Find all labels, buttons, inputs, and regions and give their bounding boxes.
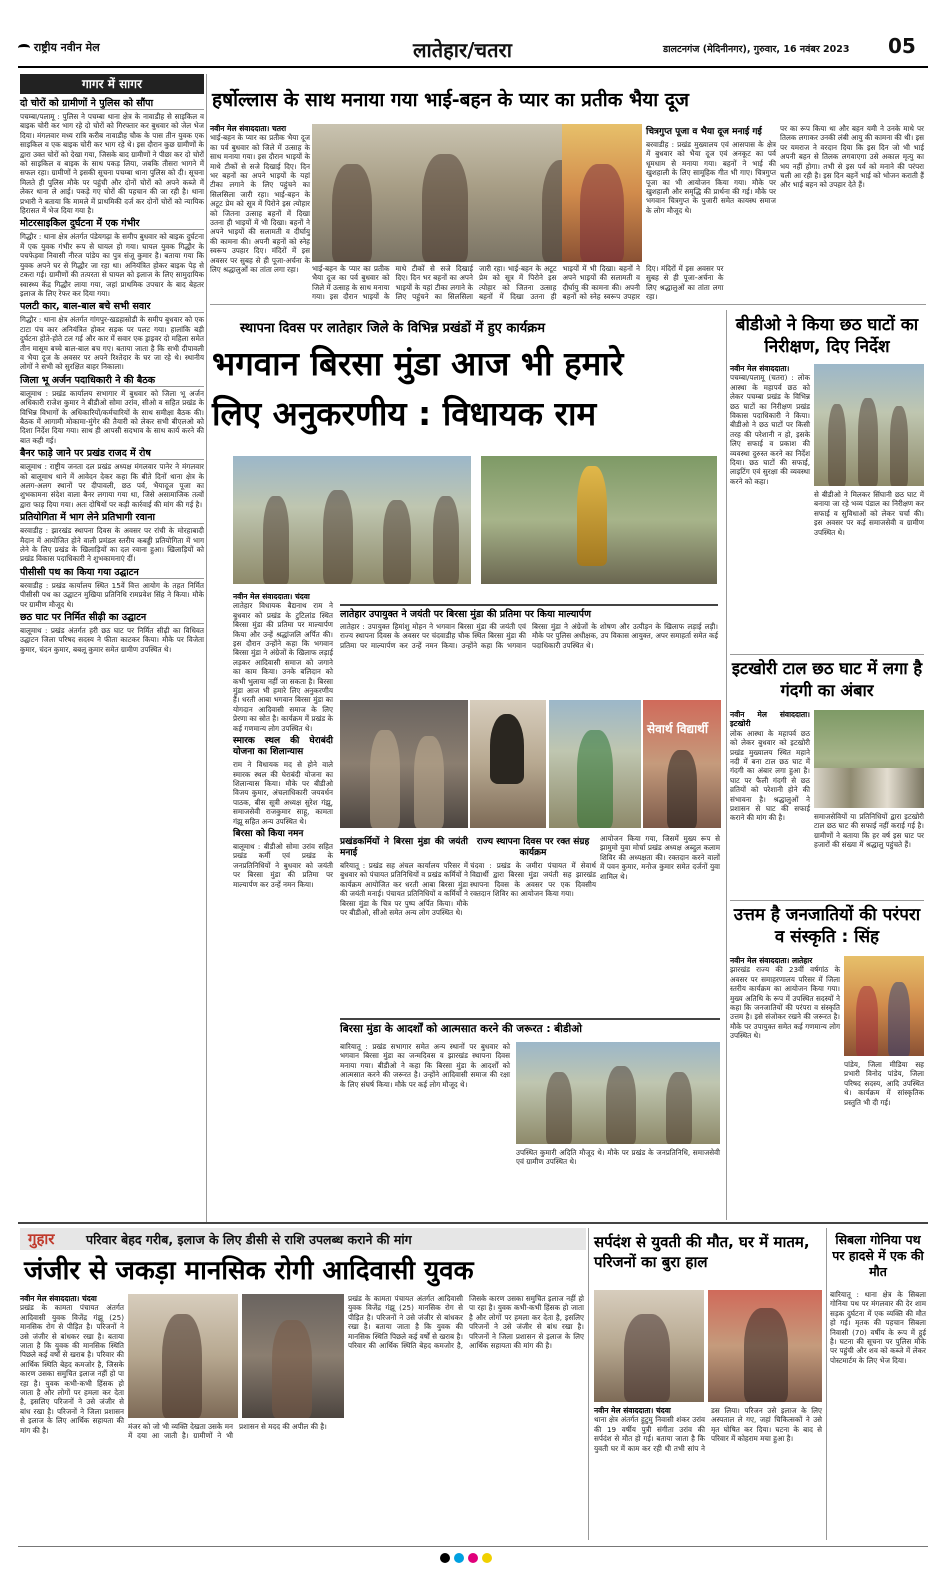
sidebar-story <box>20 567 204 609</box>
reg-mark-magenta <box>468 1553 478 1563</box>
janjati-photo <box>844 956 924 1056</box>
footer-rule <box>18 1546 928 1547</box>
chhath-text: नवीन मेल संवाददाता। पचम्बा/पलामू (चतरा) : लोक आस्था के महापर्व छठ को लेकर पचम्बा प्रखंड के विभिन्न छठ घाटों का निरीक्षण प्रखंड विकास पदाधिकारी ने किया। बीडीओ ने छठ घाटों पर किसी तरह की परेशानी न हो, इसके लिए सफाई व प्रकाश की व्यवस्था दुरुस्त करने का निर्देश दिया। छठ घाटों की सफाई, लाइटिंग एवं सुरक्षा की व्यवस्था करने को कहा। <box>730 364 810 486</box>
sidebar-story-title: छठ घाट पर निर्मित सीढ़ी का उद्घाटन <box>20 612 204 624</box>
itkhori-headline: इटखोरी टाल छठ घाट में लगा है गंदगी का अंबार <box>731 659 923 700</box>
janjati-text: नवीन मेल संवाददाता। लातेहार झारखंड राज्य की 23वीं वर्षगांठ के अवसर पर समाहरणालय परिसर में जिला स्तरीय कार्यक्रम का आयोजन किया गया। मुख्य अतिथि के रूप में उपस्थित सदस्यों ने कहा कि जनजातियों की परंपरा व संस्कृति उत्तम है। इसे संजोकर रखने की जरूरत है। मौके पर उपायुक्त समेत कई गणमान्य लोग उपस्थित थे। <box>730 956 840 1041</box>
sidebar-story-title: बैनर फाड़े जाने पर प्रखंड राजद में रोष <box>20 448 204 460</box>
sidebar-story-body: बरवाडीह : प्रखंड कार्यालय स्थित 15वें वित्त आयोग के तहत निर्मित पीसीसी पथ का उद्घाटन मुखिया प्रतिनिधि रामप्रवेश सिंह ने किया। मौके पर ग्रामीण मौजूद थे। <box>20 580 204 609</box>
guhar-kicker: परिवार बेहद गरीब, इलाज के लिए डीसी से राशि उपलब्ध कराने की मांग <box>86 1232 412 1247</box>
snakebite-headline: सर्पदंश से युवती की मौत, घर में मातम, परिजनों का बुरा हाल <box>594 1233 810 1271</box>
prakhand-story: प्रखंडकर्मियों ने बिरसा मुंडा की जयंती मनाई बरियातू : प्रखंड सह अंचल कार्यालय परिसर में बुधवार को पंचायत प्रतिनिधियों व प्रखंड कर्मियों ने कार्यक्रम आयोजित कर धरती आबा बिरसा मुंडा की जयंती मनाई। पंचायत प्रतिनिधियों व कर्मियों ने बिरसा मुंडा के चित्र पर पुष्प अर्पित किया। मौके पर बीडीओ, सीओ समेत अन्य लोग उपस्थित थे। <box>340 837 468 918</box>
sidebar-story <box>20 512 204 564</box>
birsa-kicker: स्थापना दिवस पर लातेहार जिले के विभिन्न प्रखंडों में हुए कार्यक्रम <box>240 321 546 336</box>
blood-donation-photo-1 <box>549 700 641 828</box>
birsa-inline-box <box>340 604 718 694</box>
mentally-ill-text-1: नवीन मेल संवाददाता। चंदवा प्रखंड के कामता पंचायत अंतर्गत आदिवासी युवक विजेंद्र गंझू (25) मानसिक रोग से पीड़ित है। परिजनों ने उसे जंजीर से बांधकर रखा है। बताया जाता है कि युवक की मानसिक स्थिति पिछले कई वर्षों से खराब है। परिवार की आर्थिक स्थिति बेहद कमजोर है, जिसके कारण उसका समुचित इलाज नहीं हो पा रहा है। युवक कभी-कभी हिंसक हो जाता है और लोगों पर हमला कर देता है, इसलिए परिजनों ने उसे जंजीर से बांध रखा है। परिजनों ने जिला प्रशासन से इलाज के लिए आर्थिक सहायता की मांग की है। <box>20 1294 124 1435</box>
page-number: 05 <box>888 34 916 58</box>
birsa-adarsh-photo <box>516 1042 720 1144</box>
sidebar-story <box>20 218 204 298</box>
masthead-rule <box>18 66 928 68</box>
itkhori-text: नवीन मेल संवाददाता। इटखोरी लोक आस्था के महापर्व छठ को लेकर बुधवार को इटखोरी प्रखंड मुख्यालय स्थित महाने नदी में बना टाल छठ घाट में गंदगी का अंबार लगा हुआ है। घाट पर फैली गंदगी से छठ व्रतियों को परेशानी होने की संभावना है। श्रद्धालुओं ने प्रशासन से घाट की सफाई कराने की मांग की है। <box>730 710 810 823</box>
sidebar-story-title: पलटी कार, बाल-बाल बचे सभी सवार <box>20 301 204 313</box>
reg-mark-black <box>440 1553 450 1563</box>
sidebar-banner: गागर में सागर <box>20 74 204 94</box>
birsa-photo-bust <box>470 700 546 828</box>
sidebar-story <box>20 448 204 509</box>
sidebar-story-body: गिद्धौर : थाना क्षेत्र अंतर्गत गांगपुर-खडहासोडी के समीप बुधवार को एक टाटा पंच कार अनियंत्रित होकर सड़क पर पलट गया। हालांकि बड़ी दुर्घटना होते-होते टल गई और कार में सवार एक ड्राइवर दो महिला समेत तीन मासूम बच्चे बाल-बाल बच गए। बताया जाता है कि सभी दीपावली व भैया दूज के अवसर पर अपने रिश्तेदार के घर जा रहे थे। स्थानीय लोगों ने सभी को सुरक्षित बाहर निकाला। <box>20 315 204 372</box>
sidebar-story-body: बरवाडीह : झारखंड स्थापना दिवस के अवसर पर रांची के मोरहाबादी मैदान में आयोजित होने वाली प्रमंडल स्तरीय कबड्डी प्रतियोगिता में भाग लेने के लिए प्रखंड के खिलाड़ियों का दल रवाना हुआ। खिलाड़ियों को प्रखंड विकास पदाधिकारी ने शुभकामनाएं दीं। <box>20 526 204 564</box>
sidebar-story <box>20 612 204 654</box>
right-divider <box>726 310 727 1220</box>
blood-donation-text: आयोजन किया गया, जिसमें मुख्य रूप से झामुमो युवा मोर्चा प्रखंड अध्यक्ष अब्दुल कलाम शिविर की अध्यक्षता की। रक्तदान करने वालों में पवन कुमार, मनोज कुमार समेत दर्जनों युवा शामिल थे। <box>600 834 720 881</box>
sidebar-divider <box>206 74 207 1224</box>
birsa-photo-statue <box>481 456 717 584</box>
bhaiya-dooj-photo-2 <box>562 124 642 262</box>
sidebar-story-body: गिद्धौर : थाना क्षेत्र अंतर्गत पंडेयगढ़ा के समीप बुधवार को बाइक दुर्घटना में एक युवक गंभीर रूप से घायल हो गया। घायल युवक गिद्धौर के पचफेड़वा निवासी नीरज पांडेय का पुत्र संजू कुमार है। बताया गया कि युवक अपने घर से गिद्धौर जा रहा था। अनियंत्रित होकर बाइक पेड़ से टकरा गई। ग्रामीणों की तत्परता से घायल को इलाज के लिए सामुदायिक स्वास्थ्य केंद्र गिद्धौर लाया गया, जहां प्राथमिक उपचार के बाद बेहतर इलाज के लिए रेफर कर दिया गया। <box>20 232 204 298</box>
bottom-divider <box>18 1222 928 1224</box>
sibla-text: बारियातू : थाना क्षेत्र के सिबला गोनिया पथ पर मंगलवार की देर शाम सड़क दुर्घटना में एक व्यक्ति की मौत हो गई। मृतक की पहचान सिबला निवासी (70) वर्षीय के रूप में हुई है। घटना की सूचना पर पुलिस मौके पर पहुंची और शव को कब्जे में लेकर पोस्टमार्टम के लिए भेज दिया। <box>830 1290 926 1365</box>
mentally-ill-photo-2 <box>242 1294 344 1418</box>
snakebite-photo-2 <box>708 1290 822 1402</box>
janjati-headline: उत्तम है जनजातियों की परंपरा व संस्कृति : सिंह <box>733 905 921 947</box>
sidebar-story-title: मोटरसाइकिल दुर्घटना में एक गंभीर <box>20 218 204 230</box>
sidebar-story-title: प्रतियोगिता में भाग लेने प्रतिभागी रवाना <box>20 512 204 524</box>
snakebite-photo-1 <box>594 1290 704 1402</box>
brand-logo: राष्ट्रीय नवीन मेल <box>18 40 100 55</box>
sidebar-story-body: पचम्बा/पलामू : पुलिस ने पचम्बा थाना क्षेत्र के नावाडीह से साइकिल व बाइक चोरी कर भाग रहे दो चोरों को गिरफ्तार कर बुधवार को जेल भेज दिया। मंगलवार मध्य रात्रि करीब नावाडीह चौक के पास तीन युवक एक साइकिल व एक बाइक चोरी कर भाग रहे थे। इस दौरान कुछ ग्रामीणों के द्वारा उक्त चोरों को देखा गया, जिसके बाद ग्रामीणों ने पीछा कर दो चोरों को साइकिल व बाइक के साथ पकड़ लिया, जबकि तीसरा भागने में सफल रहा। ग्रामीणों ने इसकी सूचना पचम्बा थाना पुलिस को दी। सूचना मिलते ही पुलिस मौके पर पहुंची और दोनों चोरों को अपने कब्जे में लेकर थाना ले आई। पकड़े गए चोरों की पहचान की जा रही है। थाना प्रभारी ने बताया कि मामले में प्राथमिकी दर्ज कर दोनों चोरों को न्यायिक हिरासत में भेज दिया गया है। <box>20 112 204 216</box>
sidebar-story-body: बालूमाथ : प्रखंड कार्यालय सभागार में बुधवार को जिला भू अर्जन अधिकारी राजेश कुमार ने बीडीओ सोमा उरांव, सीओ व सहित प्रखंड के विभिन्न विभागों के अधिकारियों/कर्मचारियों के साथ समीक्षा बैठक की। बैठक में आगामी मोकामा-मुंगेर की तैयारी को लेकर सभी बीएलओ को दिशा निर्देश दिया गया। साथ ही आपसी सदभाव के साथ कार्य करने की बात कही गई। <box>20 388 204 445</box>
sidebar-story-body: बालूमाथ : राष्ट्रीय जनता दल प्रखंड अध्यक्ष मंगलवार पानेर ने मंगलवार को बालूमाथ थाने में आवेदन देकर कहा कि बीते दिनों थाना क्षेत्र के अलग-अलग स्थानों पर दीपावली, छठ पर्व, भैयादूज पूजा का शुभकामना संदेश वाला बैनर लगाया गया था, जिसे असामाजिक तत्वों द्वारा फाड़ दिया गया। अतः दोषियों पर कड़ी कार्रवाई की मांग की गई है। <box>20 462 204 509</box>
itkhori-right-text: समाजसेवियों या प्रतिनिधियों द्वारा इटखोरी टाल छठ घाट की सफाई नहीं कराई गई है। ग्रामीणों ने बताया कि हर वर्ष इस घाट पर हजारों की संख्या में श्रद्धालु पहुंचते हैं। <box>814 812 924 850</box>
mentally-ill-photo-1 <box>128 1294 238 1418</box>
birsa-photo-leaders <box>340 700 468 828</box>
bhaiya-dooj-headline: हर्षोल्लास के साथ मनाया गया भाई-बहन के प्यार का प्रतीक भैया दूज <box>212 89 690 111</box>
chhath-photo <box>814 364 924 486</box>
mentally-ill-caption: मंजर को जो भी व्यक्ति देखता उसके मन में दया आ जाती है। ग्रामीणों ने भी प्रशासन से मदद की अपील की है। <box>128 1422 327 1441</box>
sidebar-story <box>20 98 204 215</box>
birsa-headline-line-2: लिए अनुकरणीय : विधायक राम <box>212 394 597 433</box>
guhar-band <box>20 1228 586 1250</box>
reg-mark-cyan <box>454 1553 464 1563</box>
dateline: डालटनगंज (मेदिनीनगर), गुरुवार, 16 नवंबर 2023 <box>663 44 850 55</box>
sidebar-story <box>20 375 204 445</box>
sidebar-story-title: पीसीसी पथ का किया गया उद्घाटन <box>20 567 204 579</box>
birsa-headline-line-1: भगवान बिरसा मुंडा आज भी हमारे <box>212 344 624 383</box>
birsa-main-text: नवीन मेल संवाददाता। चंदवा लातेहार विधायक बैद्यनाथ राम ने बुधवार को प्रखंड के टुटिलांड स्थित बिरसा मुंडा की प्रतिमा पर माल्यार्पण किया और उन्हें श्रद्धांजलि अर्पित की। इस दौरान उन्होंने कहा कि भगवान बिरसा मुंडा ने अंग्रेजों के खिलाफ लड़ाई लड़कर आदिवासी समाज को जगाने का काम किया। उनके बलिदान को कभी भुलाया नहीं जा सकता है। बिरसा मुंडा आज भी हमारे लिए अनुकरणीय हैं। धरती आबा भगवान बिरसा मुंडा का योगदान आदिवासी समाज के लिए प्रेरणा का स्रोत है। कार्यक्रम में प्रखंड के कई गणमान्य लोग उपस्थित थे। स्मारक स्थल की घेराबंदी योजना का शिलान्यास राम ने विधायक मद से होने वाले स्मारक स्थल की घेराबंदी योजना का शिलान्यास किया। मौके पर बीडीओ विजय कुमार, अंचलाधिकारी जयवर्धन पाठक, बीस सूत्री अध्यक्ष सुरेश गंझू, समाजसेवी राजकुमार साहू, कामता गंझू सहित अन्य उपस्थित थे। बिरसा को किया नमन बालूमाथ : बीडीओ सोमा उरांव सहित प्रखंड कर्मी एवं प्रखंड के जनप्रतिनिधियों ने बुधवार को जयंती पर बिरसा मुंडा की प्रतिमा पर माल्यार्पण कर उन्हें नमन किया। <box>233 592 333 889</box>
bhaiya-dooj-text: नवीन मेल संवाददाता। चतरा भाई-बहन के प्यार का प्रतीक भैया दूज का पर्व बुधवार को जिले में उत्साह के साथ मनाया गया। इस दौरान भाइयों के माथे टीकों से सजे दिखाई दिए। दिन भर बहनों का अपने भाइयों के यहां टीका लगाने के लिए पहुंचने का सिलसिला जारी रहा। भाई-बहन के अटूट प्रेम को सूत्र में पिरोने इस त्योहार को जितना उत्साह बहनों में दिखा उतना ही भाइयों में भी दिखा। बहनों ने अपने भाइयों की सलामती व दीर्घायु की कामना की। अपनी बहनों को स्नेह स्वरूप उपहार दिए। मंदिरों में इस अवसर पर सुबह से ही पूजा-अर्चना के लिए श्रद्धालुओं का तांता लगा रहा। <box>210 124 310 275</box>
chitragupta-story: चित्रगुप्त पूजा व भैया दूज मनाई गई बरवाडीह : प्रखंड मुख्यालय एवं आसपास के क्षेत्र में बुधवार को भैया दूज एवं अनकूट का पर्व धूमधाम से मनाया गया। बहनों ने भाई की खुशहाली के लिए सामूहिक गीत भी गाए। चित्रगुप्त पूजा का भी आयोजन किया गया। मौके पर खुशहाली और समृद्धि की प्रार्थना की गई। मौके पर भगवान चित्रगुप्त के पुजारी समेत कायस्थ समाज के लोग मौजूद थे। <box>646 127 776 215</box>
divider-right-2 <box>730 900 924 901</box>
bottom-right-divider <box>826 1228 827 1540</box>
reg-mark-yellow <box>482 1553 492 1563</box>
chhath-right-text: से बीडीओ ने मिलकर सिंघानी छठ घाट में बनाया जा रहे भव्य पंडाल का निरीक्षण कर सफाई व सुविधाओं को लेकर चर्चा की। इस अवसर पर कई समाजसेवी व ग्रामीण उपस्थित थे। <box>814 490 924 537</box>
sibla-headline: सिबला गोनिया पथ पर हादसे में एक की मौत <box>832 1232 924 1279</box>
sidebar-story-title: जिला भू अर्जन पदाधिकारी ने की बैठक <box>20 375 204 387</box>
bottom-mid-divider <box>588 1228 589 1540</box>
birsa-adarsh-story: बिरसा मुंडा के आदर्शों को आत्मसात करने की जरूरत : बीडीओ बारियातू : प्रखंड सभागार समेत अन्य स्थानों पर बुधवार को भगवान बिरसा मुंडा का जन्मदिवस व झारखंड स्थापना दिवस मनाया गया। बीडीओ ने कहा कि बिरसा मुंडा के आदर्शों को आत्मसात करने की जरूरत है। उन्होंने आदिवासी समाज की रक्षा के लिए संघर्ष किया। मौके पर कई लोग मौजूद थे। उपस्थित कुमारी अदिति मौजूद थे। मौके पर प्रखंड के जनप्रतिनिधि, समाजसेवी एवं ग्रामीण उपस्थित थे। <box>340 1018 720 1216</box>
sidebar-stories <box>20 98 204 654</box>
sidebar <box>20 74 204 1224</box>
snakebite-text: नवीन मेल संवाददाता। चंदवा थाना क्षेत्र अंतर्गत हुटुमु निवासी शंकर उरांव की 19 वर्षीय पुत्री संगीता उरांव की सर्पदंश से मौत हो गई। बताया जाता है कि युवती घर में काम कर रही थी तभी सांप ने डस लिया। परिजन उसे इलाज के लिए अस्पताल ले गए, जहां चिकित्सकों ने उसे मृत घोषित कर दिया। घटना के बाद से परिवार में कोहराम मचा हुआ है। <box>594 1406 822 1453</box>
mentally-ill-text-2: प्रखंड के कामता पंचायत अंतर्गत आदिवासी युवक विजेंद्र गंझू (25) मानसिक रोग से पीड़ित है। परिजनों ने उसे जंजीर से बांधकर रखा है। बताया जाता है कि युवक की मानसिक स्थिति पिछले कई वर्षों से खराब है। परिवार की आर्थिक स्थिति बेहद कमजोर है, जिसके कारण उसका समुचित इलाज नहीं हो पा रहा है। युवक कभी-कभी हिंसक हो जाता है और लोगों पर हमला कर देता है, इसलिए परिजनों ने उसे जंजीर से बांध रखा है। परिजनों ने जिला प्रशासन से इलाज के लिए आर्थिक सहायता की मांग की है। <box>348 1294 584 1351</box>
janjati-right-text: पांडेय, जिला मीडिया सह प्रभारी विनोद पांडेय, जिला परिषद सदस्य, आदि उपस्थित थे। कार्यक्रम में सांस्कृतिक प्रस्तुति भी दी गई। <box>844 1060 924 1107</box>
bird-icon <box>18 44 30 52</box>
birsa-photo-ceremony <box>233 456 471 584</box>
masthead <box>18 32 928 68</box>
bhaiya-dooj-extra: पर का रूप किया था और बहन यमी ने उनके माथे पर तिलक लगाकर उनकी लंबी आयु की कामना की थी। इस पर यमराज ने वरदान दिया कि इस दिन जो भी भाई अपनी बहन से तिलक लगवाएगा उसे अकाल मृत्यु का भय नहीं होगा। तभी से इस पर्व को मनाने की परंपरा चली आ रही है। इस दिन बहनें भाई को भोजन कराती हैं और भाई बहन को उपहार देते हैं। <box>780 124 924 190</box>
banner-text: सेवार्थ विद्यार्थी <box>647 722 708 736</box>
prakhand-story-2: राज्य स्थापना दिवस पर रक्त संग्रह कार्यक्रम चंदवा : प्रखंड के जमीरा पंचायत में सेवार्थ विद्यार्थी द्वारा बिरसा मुंडा जयंती सह झारखंड स्थापना दिवस के अवसर पर एक दिवसीय रक्तदान शिविर का आयोजन किया गया। <box>470 837 596 899</box>
bhaiya-dooj-caption: भाई-बहन के प्यार का प्रतीक भैया दूज का पर्व बुधवार को जिले में उत्साह के साथ मनाया गया। इस दौरान भाइयों के माथे टीकों से सजे दिखाई दिए। दिन भर बहनों का अपने भाइयों के यहां टीका लगाने के लिए पहुंचने का सिलसिला जारी रहा। भाई-बहन के अटूट प्रेम को सूत्र में पिरोने इस त्योहार को जितना उत्साह बहनों में दिखा उतना ही भाइयों में भी दिखा। बहनों ने अपने भाइयों की सलामती व दीर्घायु की कामना की। अपनी बहनों को स्नेह स्वरूप उपहार दिए। मंदिरों में इस अवसर पर सुबह से ही पूजा-अर्चना के लिए श्रद्धालुओं का तांता लगा रहा। <box>312 264 724 302</box>
divider-right-1 <box>730 654 924 655</box>
sidebar-story-body: बालूमाथ : प्रखंड अंतर्गत हरी छठ घाट पर निर्मित सीढ़ी का विधिवत उद्घाटन जिला परिषद सदस्य ने फीता काटकर किया। मौके पर विजेता कुमार, चंदन कुमार, बबलू कुमार समेत ग्रामीण उपस्थित थे। <box>20 626 204 654</box>
divider-1 <box>210 304 926 305</box>
section-title: लातेहार/चतरा <box>413 38 512 62</box>
itkhori-photo <box>814 710 924 808</box>
blood-donation-photo-2 <box>643 700 721 828</box>
birsa-inline-title: लातेहार उपायुक्त ने जयंती पर बिरसा मुंडा की प्रतिमा पर किया माल्यार्पण <box>340 609 591 620</box>
guhar-tag: गुहार <box>28 1230 55 1248</box>
mentally-ill-headline: जंजीर से जकड़ा मानसिक रोगी आदिवासी युवक <box>24 1256 474 1286</box>
birsa-inline-body: लातेहार : उपायुक्त हिमांशु मोहन ने भगवान बिरसा मुंडा की जयंती एवं राज्य स्थापना दिवस के अवसर पर चंदवाडीह चौक स्थित बिरसा मुंडा की प्रतिमा पर माल्यार्पण कर उन्हें नमन किया। उन्होंने कहा कि भगवान बिरसा मुंडा ने अंग्रेजों के शोषण और उत्पीड़न के खिलाफ लड़ाई लड़ी। मौके पर पुलिस अधीक्षक, उप विकास आयुक्त, अपर समाहर्ता समेत कई पदाधिकारी उपस्थित थे। <box>340 622 718 650</box>
sidebar-story <box>20 301 204 371</box>
chhath-headline: बीडीओ ने किया छठ घाटों का निरीक्षण, दिए निर्देश <box>735 315 919 357</box>
sidebar-story-title: दो चोरों को ग्रामीणों ने पुलिस को सौंपा <box>20 98 204 110</box>
